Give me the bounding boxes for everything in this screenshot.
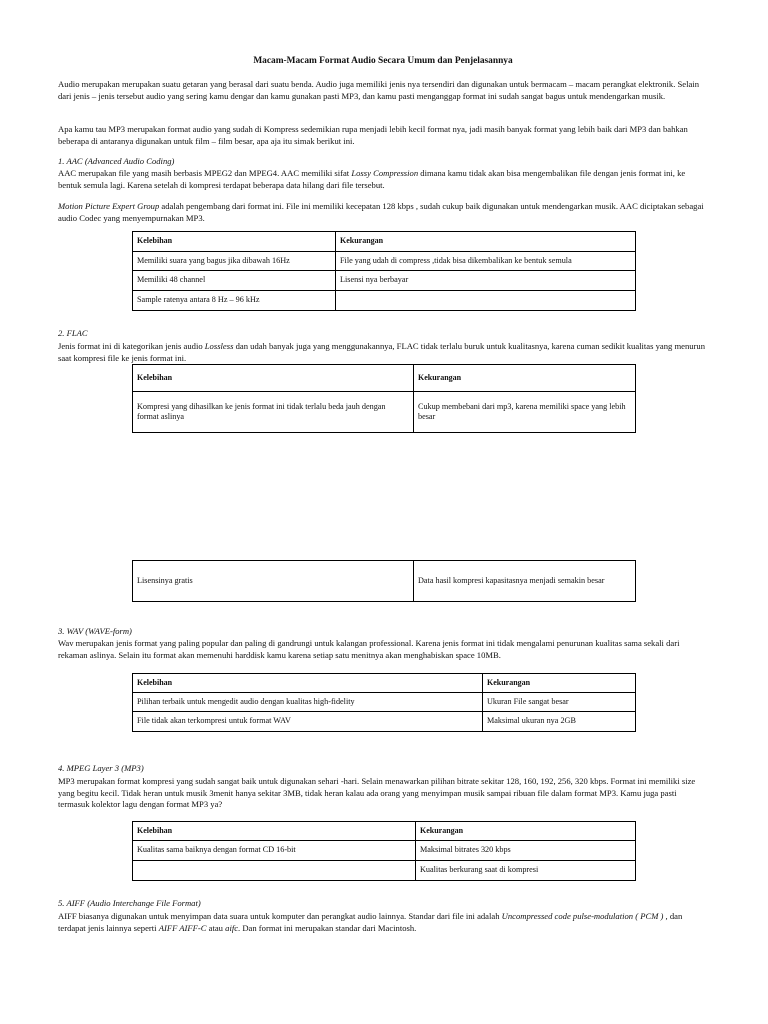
aac-table bbox=[132, 231, 636, 311]
flac-table-continued bbox=[132, 560, 636, 602]
section-heading-wav: 3. WAV (WAVE-form) bbox=[58, 626, 132, 636]
table-cell: Maksimal bitrates 320 kbps bbox=[416, 841, 636, 861]
page-title: Macam-Macam Format Audio Secara Umum dan Penjelasannya bbox=[253, 56, 513, 66]
section-heading-mp3: 4. MPEG Layer 3 (MP3) bbox=[58, 763, 144, 773]
intro-paragraph-1: Audio merupakan merupakan suatu getaran yang berasal dari suatu benda. Audio juga memiliki jenis nya tersendiri dan digunakan untuk bermacam – macam perangkat elektronik. Selain dari jenis – jenis tersebut audio yang sering kamu dengar dan kamu gunakan pasti MP3, dan kamu pasti menganggap format ini sudah sangat bagus untuk mendengarkan musik. bbox=[58, 79, 699, 101]
table-header: Kekurangan bbox=[414, 365, 636, 392]
mp3-table bbox=[132, 821, 636, 881]
table-cell: Lisensinya gratis bbox=[133, 561, 414, 602]
aiff-paragraph-1: AIFF biasanya digunakan untuk menyimpan data suara untuk komputer dan perangkat audio lainnya. Standar dari file ini adalah Uncompressed code pulse-modulation ( PCM ) , dan terdapat jenis lainnya seperti AIFF AIFF-C atau aifc. Dan format ini merupakan standar dari Macintosh. bbox=[58, 911, 683, 933]
table-cell: Cukup membebani dari mp3, karena memiliki space yang lebih besar bbox=[414, 392, 636, 433]
table-cell: Pilihan terbaik untuk mengedit audio dengan kualitas high-fidelity bbox=[133, 693, 483, 712]
section-heading-aac: 1. AAC (Advanced Audio Coding) bbox=[58, 156, 175, 166]
table-header: Kelebihan bbox=[133, 232, 336, 252]
table-cell: Kualitas sama baiknya dengan format CD 16-bit bbox=[133, 841, 416, 861]
table-header: Kekurangan bbox=[416, 822, 636, 841]
table-cell: Maksimal ukuran nya 2GB bbox=[483, 712, 636, 732]
flac-table bbox=[132, 364, 636, 433]
mp3-paragraph-1: MP3 merupakan format kompresi yang sudah sangat baik untuk digunakan sehari -hari. Selain menawarkan pilihan bitrate sekitar 128, 160, 192, 256, 320 kbps. Format ini memiliki size yang begitu kecil. Tidak heran untuk musik 3menit hanya sekitar 3MB, tidak heran kalau ada orang yang menyimpan musik sampai ribuan file dalam format MP3. Kamu juga pasti termasuk kolektor lagu dengan format MP3 ya? bbox=[58, 776, 696, 809]
table-cell: Ukuran File sangat besar bbox=[483, 693, 636, 712]
table-cell: Kualitas berkurang saat di kompresi bbox=[416, 861, 636, 881]
table-cell: Data hasil kompresi kapasitasnya menjadi semakin besar bbox=[414, 561, 636, 602]
table-cell bbox=[133, 861, 416, 881]
table-cell: Memiliki suara yang bagus jika dibawah 16Hz bbox=[133, 252, 336, 271]
aac-paragraph-1: AAC merupakan file yang masih berbasis MPEG2 dan MPEG4. AAC memiliki sifat Lossy Compression dimana kamu tidak akan bisa mengembalikan file dengan jenis format ini, ke bentuk semula lagi. Karena setelah di kompresi terdapat beberapa data hilang dari file tersebut. bbox=[58, 168, 686, 190]
table-header: Kelebihan bbox=[133, 674, 483, 693]
table-cell: Kompresi yang dihasilkan ke jenis format ini tidak terlalu beda jauh dengan format aslinya bbox=[133, 392, 414, 433]
section-heading-flac: 2. FLAC bbox=[58, 328, 88, 338]
table-cell: Memiliki 48 channel bbox=[133, 271, 336, 291]
aac-paragraph-2: Motion Picture Expert Group adalah pengembang dari format ini. File ini memiliki kecepatan 128 kbps , sudah cukup baik digunakan untuk mendengarkan musik. AAC diciptakan sebagai audio Codec yang menyempurnakan MP3. bbox=[58, 201, 704, 223]
table-cell bbox=[336, 291, 636, 311]
table-header: Kekurangan bbox=[336, 232, 636, 252]
table-cell: Sample ratenya antara 8 Hz – 96 kHz bbox=[133, 291, 336, 311]
table-header: Kelebihan bbox=[133, 365, 414, 392]
section-heading-aiff: 5. AIFF (Audio Interchange File Format) bbox=[58, 898, 201, 908]
table-header: Kelebihan bbox=[133, 822, 416, 841]
table-cell: Lisensi nya berbayar bbox=[336, 271, 636, 291]
table-cell: File tidak akan terkompresi untuk format WAV bbox=[133, 712, 483, 732]
table-cell: File yang udah di compress ,tidak bisa dikembalikan ke bentuk semula bbox=[336, 252, 636, 271]
document-page bbox=[58, 0, 708, 1024]
intro-paragraph-2: Apa kamu tau MP3 merupakan format audio yang sudah di Kompress sedemikian rupa menjadi lebih kecil format nya, jadi masih banyak format yang lebih baik dari MP3 dan bahkan beberapa di antaranya digunakan untuk film – film besar, apa aja itu simak berikut ini. bbox=[58, 124, 688, 146]
flac-paragraph-1: Jenis format ini di kategorikan jenis audio Lossless dan udah banyak juga yang menggunakannya, FLAC tidak terlalu buruk untuk kualitasnya, karena cuman sedikit kualitas yang menurun saat kompresi file ke jenis format ini. bbox=[58, 341, 706, 363]
table-header: Kekurangan bbox=[483, 674, 636, 693]
wav-paragraph-1: Wav merupakan jenis format yang paling popular dan paling di gandrungi untuk kalangan professional. Karena jenis format ini tidak mengalami penurunan kualitas sama sekali dari rekaman aslinya. Selain itu format akan memenuhi harddisk kamu karena setiap satu menitnya akan menghabiskan space 10MB. bbox=[58, 638, 680, 660]
wav-table bbox=[132, 673, 636, 732]
